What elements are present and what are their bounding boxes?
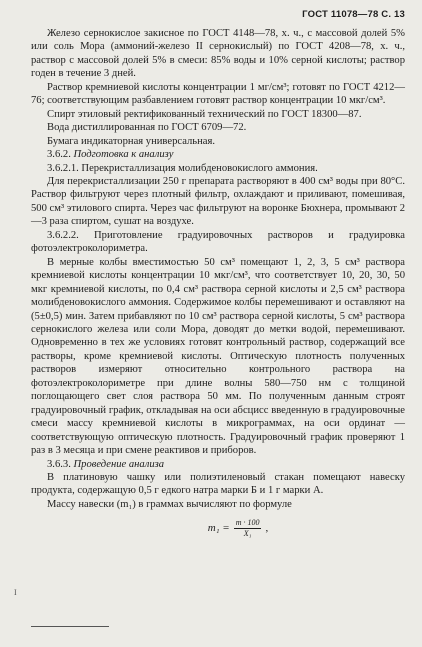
paragraph: Бумага индикаторная универсальная. — [47, 135, 216, 147]
margin-mark: I — [14, 588, 17, 597]
section-number: 3.6.2. — [47, 149, 71, 161]
paragraph: В платиновую чашку или полиэтиленовый стакан помещают навеску продукта, содержащую 0,5 г едкого натра марки Б и 1 г марки А. — [31, 471, 405, 497]
paragraph: 3.6.2.1. Перекристаллизация молибденовокислого аммония. — [47, 162, 318, 174]
section-title: Проведение анализа — [73, 458, 165, 470]
section-number: 3.6.3. — [47, 458, 71, 470]
formula-numerator: m · 100 — [235, 517, 260, 527]
paragraph: Железо сернокислое закисное по ГОСТ 4148—78, х. ч., с массовой долей 5% или соль Мора (аммоний-железо II сернокислый) по ГОСТ 4208—78, х. ч., раствор с массовой долей 5% в смеси: 85% воды и 10% серной кислоты; раствор годен в течение 3 дней. — [31, 28, 405, 80]
paragraph: В мерные колбы вместимостью 50 см³ помещают 1, 2, 3, 5 см³ раствора кремниевой кислоты концентрации 10 мкг/см³, что соответствует 10, 20, 30, 50 мкг кремниевой кислоты, по 0,4 см³ раствора серной кислоты и 2,5 см³ раствора молибденовокислого аммония. Содержимое колбы перемешивают и оставляют на (5±0,5) мин. Затем прибавляют по 10 см³ раствора серной кислоты, 5 см³ раствора сернокислого железа или соли Мора, доводят до метки водой, перемешивают. Одновременно в тех же условиях готовят контрольный раствор, содержащий все растворы, кроме кремниевой кислоты. Оптическую плотность полученных растворов измеряют относительно контрольного раствора на фотоэлектроколориметре при длине волны 580—750 нм с толщиной поглощающего свет слоя раствора 50 мм. По полученным данным строят градуировочный график, откладывая на оси абсцисс введенную в градуировочные смеси массу кремниевой кислоты в микрограммах, на оси ординат — соответствующую оптическую плотность. Градуировочный график проверяют 1 раз в 3 месяца и при смене реактивов и приборов. — [31, 256, 405, 457]
running-head: ГОСТ 11078—78 С. 13 — [302, 9, 405, 20]
section-heading — [31, 148, 405, 161]
paragraph: Спирт этиловый ректификованный технический по ГОСТ 18300—87. — [47, 108, 362, 120]
mass-formula — [71, 511, 405, 545]
footer-rule — [31, 626, 109, 627]
section-heading — [31, 458, 405, 471]
paragraph: Вода дистиллированная по ГОСТ 6709—72. — [47, 122, 247, 134]
paragraph: 3.6.2.2. Приготовление градуировочных растворов и градуировка фотоэлектроколориметра. — [31, 229, 405, 255]
paragraph: Для перекристаллизации 250 г препарата растворяют в 400 см³ воды при 80°С. Раствор фильтруют через плотный фильтр, охлаждают и приливают, помешивая, 500 см³ этилового спирта. Через час фильтруют на воронке Бюхнера, промывают 2—3 раза спиртом, сушат на воздухе. — [31, 175, 405, 228]
paragraph: Раствор кремниевой кислоты концентрации 1 мг/см³; готовят по ГОСТ 4212—76; соответствующим разбавлением готовят раствор концентрации 10 мкг/см³. — [31, 81, 405, 107]
formula-fraction — [234, 518, 262, 539]
paragraph: Массу навески (m₁) в граммах вычисляют по формуле — [47, 498, 292, 510]
formula-tail: , — [265, 522, 269, 535]
formula-denominator: X₁ — [243, 528, 252, 538]
section-title: Подготовка к анализу — [73, 149, 174, 161]
formula-lhs: m₁ = — [207, 522, 230, 535]
